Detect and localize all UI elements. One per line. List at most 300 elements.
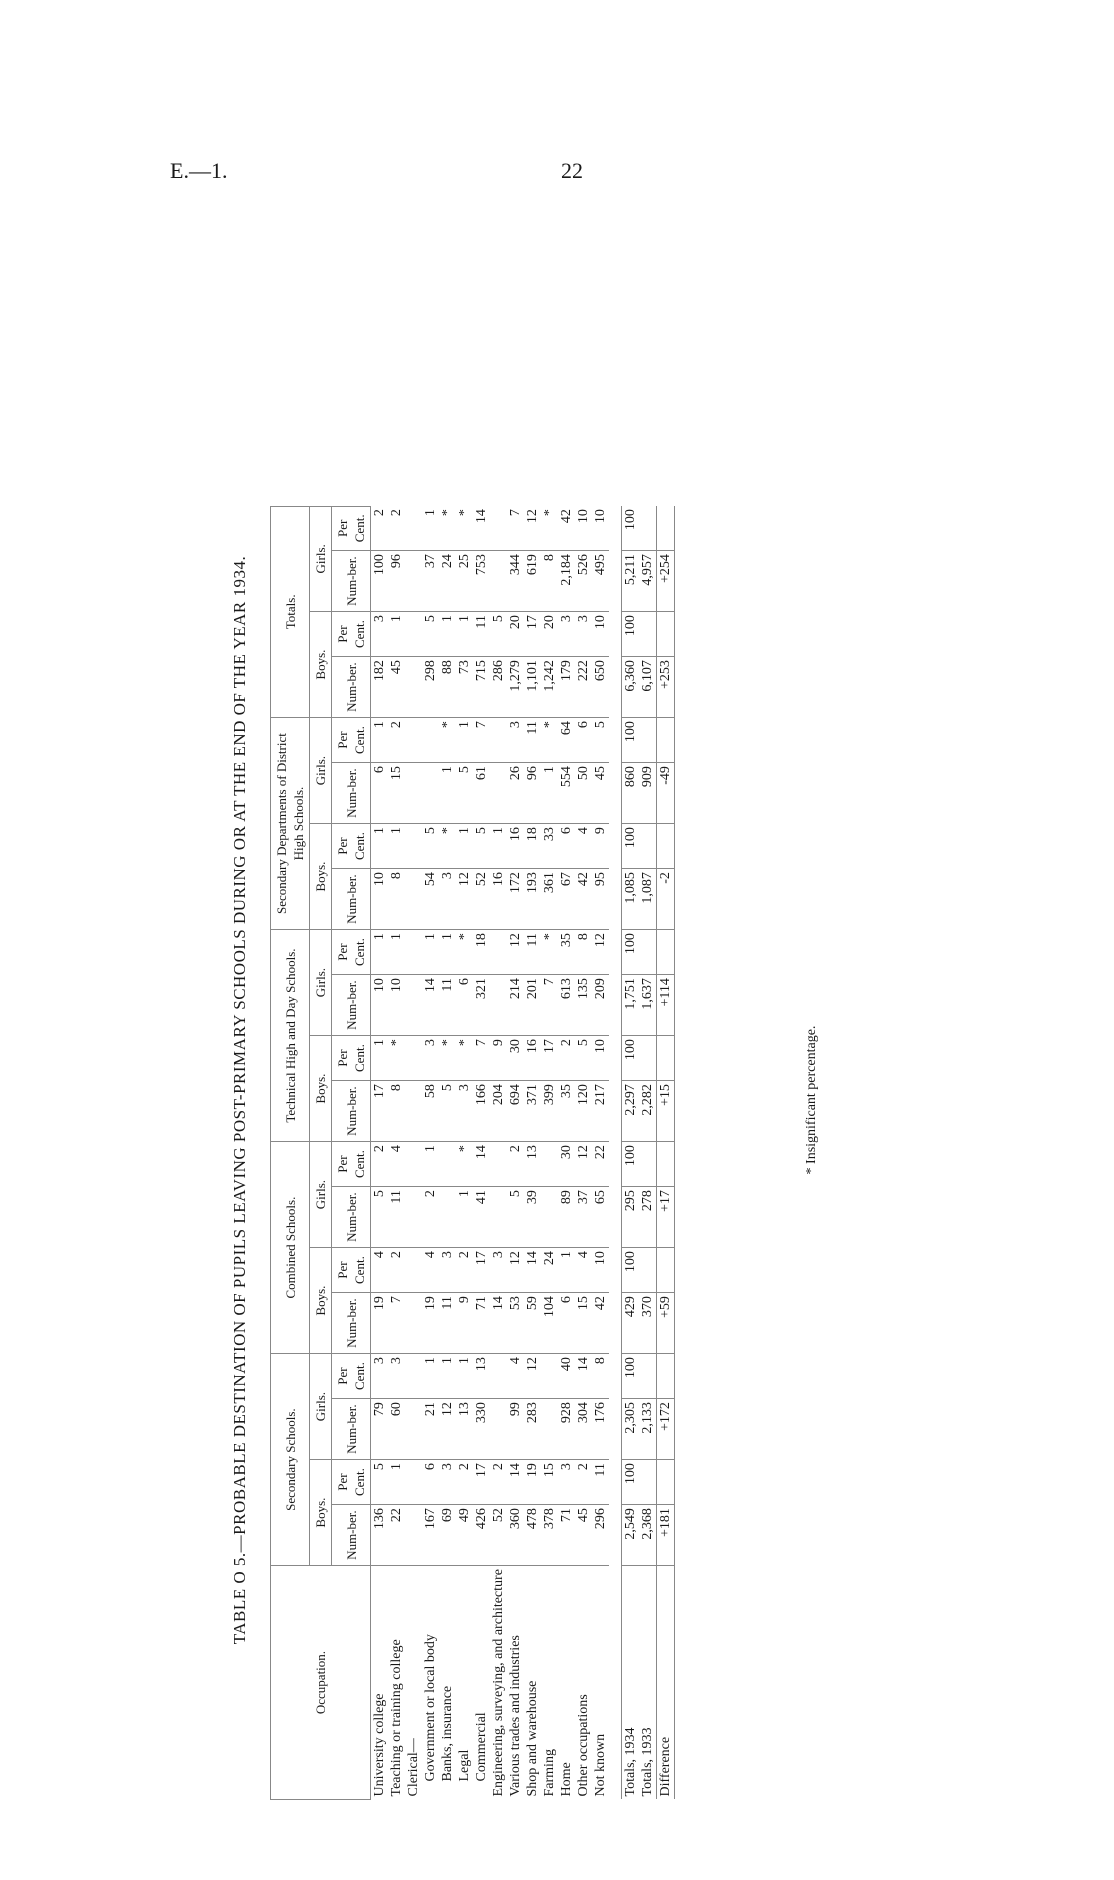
number-cell: 2,184 [558, 551, 575, 612]
number-cell: 49 [456, 1505, 473, 1566]
percent-cell: * [541, 718, 558, 763]
percent-cell [639, 1248, 657, 1293]
per-cent-header: Per Cent. [332, 1354, 371, 1399]
percent-cell [657, 612, 675, 657]
number-cell: 2,549 [622, 1505, 640, 1566]
number-cell: 14 [490, 1293, 507, 1354]
percent-cell [657, 1036, 675, 1081]
number-cell: 1 [439, 763, 456, 824]
percent-cell: 20 [507, 612, 524, 657]
table-row [405, 506, 422, 1799]
percent-cell [657, 718, 675, 763]
number-cell: 179 [558, 657, 575, 718]
percent-cell: 17 [541, 1036, 558, 1081]
number-cell: 909 [639, 763, 657, 824]
number-cell: 7 [541, 975, 558, 1036]
percent-cell [541, 1142, 558, 1187]
percent-cell: 16 [524, 1036, 541, 1081]
number-cell: 6 [456, 975, 473, 1036]
number-cell: +114 [657, 975, 675, 1036]
number-cell: 1,637 [639, 975, 657, 1036]
percent-cell [639, 1036, 657, 1081]
number-cell: 24 [439, 551, 456, 612]
number-cell: 715 [473, 657, 490, 718]
number-cell: 554 [558, 763, 575, 824]
percent-cell: 8 [575, 930, 592, 975]
number-cell: 1,279 [507, 657, 524, 718]
percent-cell: 18 [524, 824, 541, 869]
table-row [622, 506, 640, 1799]
percent-cell: 1 [558, 1248, 575, 1293]
percent-cell: 2 [456, 1248, 473, 1293]
number-cell: 361 [541, 869, 558, 930]
per-cent-header: Per Cent. [332, 930, 371, 975]
group-header: Technical High and Day Schools. [271, 930, 310, 1142]
percent-cell [405, 506, 422, 551]
number-header: Num-ber. [332, 657, 371, 718]
number-cell: 52 [490, 1505, 507, 1566]
percent-cell: * [456, 1036, 473, 1081]
percent-cell: 4 [388, 1142, 405, 1187]
percent-cell: 17 [473, 1248, 490, 1293]
percent-cell: 1 [456, 612, 473, 657]
number-cell: 2,133 [639, 1399, 657, 1460]
percent-cell: 1 [439, 930, 456, 975]
number-cell: 136 [371, 1505, 389, 1566]
number-cell: 54 [422, 869, 439, 930]
number-cell [405, 551, 422, 612]
percent-cell [639, 824, 657, 869]
percent-cell: 12 [507, 1248, 524, 1293]
number-cell: 304 [575, 1399, 592, 1460]
number-cell: 52 [473, 869, 490, 930]
percent-cell [657, 1354, 675, 1399]
percent-cell: 7 [473, 1036, 490, 1081]
boys-header: Boys. [310, 1460, 332, 1566]
occupation-cell: Other occupations [576, 1694, 591, 1797]
spacer-row [609, 506, 622, 1799]
number-cell: 12 [456, 869, 473, 930]
percent-cell: 13 [473, 1354, 490, 1399]
percent-cell: 2 [388, 718, 405, 763]
table-row [575, 506, 592, 1799]
percent-cell: 14 [524, 1248, 541, 1293]
percent-cell: 3 [388, 1354, 405, 1399]
number-cell: 8 [541, 551, 558, 612]
percent-cell [639, 506, 657, 551]
table-row [439, 506, 456, 1799]
percent-cell: 1 [456, 1354, 473, 1399]
percent-cell: 100 [622, 1036, 640, 1081]
percent-cell [657, 1248, 675, 1293]
number-cell: 1 [456, 1187, 473, 1248]
number-cell: 99 [507, 1399, 524, 1460]
percent-cell [639, 612, 657, 657]
percent-cell: 2 [371, 506, 389, 551]
number-cell: 182 [371, 657, 389, 718]
percent-cell [639, 1460, 657, 1505]
number-cell: 204 [490, 1081, 507, 1142]
number-cell: 59 [524, 1293, 541, 1354]
number-cell: 2,297 [622, 1081, 640, 1142]
occupation-cell: Farming [542, 1749, 557, 1797]
boys-header: Boys. [310, 1036, 332, 1142]
number-cell: 928 [558, 1399, 575, 1460]
percent-cell: 1 [388, 930, 405, 975]
number-cell: 95 [592, 869, 609, 930]
per-cent-header: Per Cent. [332, 1036, 371, 1081]
percent-cell: 1 [371, 718, 389, 763]
percent-cell: 12 [524, 506, 541, 551]
table-title: TABLE O 5.—PROBABLE DESTINATION OF PUPILS LEAVING POST-PRIMARY SCHOOLS DURING OR AT THE END OF THE YEAR 1934. [230, 555, 249, 1645]
number-cell: 37 [575, 1187, 592, 1248]
percent-cell: 1 [490, 824, 507, 869]
number-cell: 4,957 [639, 551, 657, 612]
per-cent-header: Per Cent. [332, 1142, 371, 1187]
percent-cell [405, 824, 422, 869]
number-cell: 89 [558, 1187, 575, 1248]
percent-cell: * [541, 506, 558, 551]
percent-cell: 1 [422, 1354, 439, 1399]
percent-cell: 1 [388, 612, 405, 657]
number-cell: 10 [371, 975, 389, 1036]
percent-cell: 14 [575, 1354, 592, 1399]
table-row [558, 506, 575, 1799]
number-cell: 73 [456, 657, 473, 718]
number-cell: 21 [422, 1399, 439, 1460]
number-cell: 6 [558, 1293, 575, 1354]
table-row [657, 506, 675, 1799]
percent-cell: * [456, 506, 473, 551]
percent-cell: 1 [422, 930, 439, 975]
number-cell [541, 1187, 558, 1248]
occupation-cell: Engineering, surveying, and architecture [491, 1569, 506, 1797]
per-cent-header: Per Cent. [332, 612, 371, 657]
number-cell: 11 [439, 975, 456, 1036]
number-cell: 9 [456, 1293, 473, 1354]
number-cell [405, 657, 422, 718]
percent-cell: 14 [473, 1142, 490, 1187]
number-cell: 35 [558, 1081, 575, 1142]
percent-cell: 2 [507, 1142, 524, 1187]
percent-cell [490, 930, 507, 975]
percent-cell [490, 718, 507, 763]
percent-cell: 16 [507, 824, 524, 869]
number-cell: 3 [439, 869, 456, 930]
boys-header: Boys. [310, 612, 332, 718]
percent-cell [405, 612, 422, 657]
number-cell: 2 [422, 1187, 439, 1248]
number-cell [405, 1293, 422, 1354]
percent-cell: 9 [592, 824, 609, 869]
percent-cell: 8 [592, 1354, 609, 1399]
percent-cell: 100 [622, 930, 640, 975]
percent-cell: 3 [490, 1248, 507, 1293]
number-header: Num-ber. [332, 1505, 371, 1566]
number-cell: +172 [657, 1399, 675, 1460]
percent-cell [639, 718, 657, 763]
percent-cell: 3 [507, 718, 524, 763]
percent-cell: 3 [422, 1036, 439, 1081]
percent-cell [490, 1142, 507, 1187]
percent-cell: 3 [371, 1354, 389, 1399]
number-cell: 45 [388, 657, 405, 718]
number-cell: 45 [575, 1505, 592, 1566]
percent-cell: 17 [524, 612, 541, 657]
number-cell: 193 [524, 869, 541, 930]
occupation-header: Occupation. [271, 1566, 371, 1800]
occupation-cell: Legal [457, 1749, 472, 1782]
percent-cell: 17 [473, 1460, 490, 1505]
occupation-cell: Commercial [474, 1712, 489, 1782]
number-cell: 19 [371, 1293, 389, 1354]
number-cell: 298 [422, 657, 439, 718]
number-cell [439, 1187, 456, 1248]
percent-cell: 30 [558, 1142, 575, 1187]
percent-cell: 12 [507, 930, 524, 975]
number-header: Num-ber. [332, 975, 371, 1036]
percent-cell: 35 [558, 930, 575, 975]
group-header: Combined Schools. [271, 1142, 310, 1354]
occupation-cell: Banks, insurance [440, 1685, 455, 1782]
number-cell: 26 [507, 763, 524, 824]
percent-cell: 14 [507, 1460, 524, 1505]
number-cell: 371 [524, 1081, 541, 1142]
percent-cell: 11 [524, 718, 541, 763]
percent-cell: * [541, 930, 558, 975]
percent-cell [639, 930, 657, 975]
boys-header: Boys. [310, 1248, 332, 1354]
number-cell: 5 [507, 1187, 524, 1248]
number-cell: 429 [622, 1293, 640, 1354]
number-cell: 71 [558, 1505, 575, 1566]
number-header: Num-ber. [332, 551, 371, 612]
percent-cell [639, 1354, 657, 1399]
percent-cell: 1 [456, 718, 473, 763]
number-cell: 222 [575, 657, 592, 718]
percent-cell [405, 1036, 422, 1081]
percent-cell: 18 [473, 930, 490, 975]
percent-cell [657, 824, 675, 869]
number-cell: 278 [639, 1187, 657, 1248]
number-cell: 1,085 [622, 869, 640, 930]
percent-cell: * [439, 506, 456, 551]
number-cell: 201 [524, 975, 541, 1036]
number-cell: 209 [592, 975, 609, 1036]
number-cell: 619 [524, 551, 541, 612]
table-row [490, 506, 507, 1799]
number-header: Num-ber. [332, 1187, 371, 1248]
percent-cell [405, 930, 422, 975]
number-cell: 167 [422, 1505, 439, 1566]
number-cell [405, 1505, 422, 1566]
percent-cell: 100 [622, 1142, 640, 1187]
number-cell: 65 [592, 1187, 609, 1248]
number-cell: 42 [575, 869, 592, 930]
number-cell: 1,087 [639, 869, 657, 930]
percent-cell: 10 [592, 1036, 609, 1081]
percent-cell: 3 [371, 612, 389, 657]
table-row [639, 506, 657, 1799]
number-cell: 360 [507, 1505, 524, 1566]
percent-cell: 2 [575, 1460, 592, 1505]
table-row [592, 506, 609, 1799]
number-cell: 5 [456, 763, 473, 824]
percent-cell: 100 [622, 506, 640, 551]
percent-cell: 5 [592, 718, 609, 763]
table-row [371, 506, 389, 1799]
percent-cell: 10 [592, 1248, 609, 1293]
percent-cell: * [388, 1036, 405, 1081]
number-header: Num-ber. [332, 1293, 371, 1354]
number-cell: 12 [439, 1399, 456, 1460]
number-cell: 15 [388, 763, 405, 824]
percent-cell: * [439, 1036, 456, 1081]
number-cell: 166 [473, 1081, 490, 1142]
percent-cell: 24 [541, 1248, 558, 1293]
number-cell: 5 [371, 1187, 389, 1248]
number-cell: 176 [592, 1399, 609, 1460]
percent-cell [639, 1142, 657, 1187]
percent-cell: 2 [371, 1142, 389, 1187]
occupation-cell: Shop and warehouse [525, 1680, 540, 1797]
percent-cell: * [456, 1142, 473, 1187]
number-cell: 79 [371, 1399, 389, 1460]
percent-cell: 1 [371, 1036, 389, 1081]
rotated-table-area [230, 350, 840, 1850]
percent-cell [657, 506, 675, 551]
number-cell: 860 [622, 763, 640, 824]
number-cell [405, 1399, 422, 1460]
number-cell: 120 [575, 1081, 592, 1142]
number-cell: -49 [657, 763, 675, 824]
table-row [507, 506, 524, 1799]
percent-cell [490, 1354, 507, 1399]
percent-cell [405, 1354, 422, 1399]
percent-cell: 33 [541, 824, 558, 869]
percent-cell: 3 [439, 1248, 456, 1293]
number-cell: 344 [507, 551, 524, 612]
number-header: Num-ber. [332, 1399, 371, 1460]
number-cell: 67 [558, 869, 575, 930]
percent-cell: 42 [558, 506, 575, 551]
number-cell: +254 [657, 551, 675, 612]
number-cell: +17 [657, 1187, 675, 1248]
percent-cell: 4 [422, 1248, 439, 1293]
percent-cell [405, 1460, 422, 1505]
number-cell: 283 [524, 1399, 541, 1460]
group-header: Secondary Schools. [271, 1354, 310, 1566]
percent-cell: 11 [592, 1460, 609, 1505]
number-header: Num-ber. [332, 763, 371, 824]
percent-cell: 12 [575, 1142, 592, 1187]
percent-cell: 14 [473, 506, 490, 551]
number-cell: 37 [422, 551, 439, 612]
number-cell: 6,107 [639, 657, 657, 718]
percent-cell: 2 [388, 506, 405, 551]
number-cell: 71 [473, 1293, 490, 1354]
number-cell: 15 [575, 1293, 592, 1354]
occupation-cell: Totals, 1933 [640, 1727, 655, 1797]
percent-cell: 40 [558, 1354, 575, 1399]
number-cell: 17 [371, 1081, 389, 1142]
number-cell: 286 [490, 657, 507, 718]
occupation-cell: Not known [593, 1733, 608, 1797]
number-cell: 295 [622, 1187, 640, 1248]
page-code: E.—1. [170, 158, 228, 183]
percent-cell: 1 [388, 824, 405, 869]
number-cell: 96 [524, 763, 541, 824]
percent-cell: 6 [422, 1460, 439, 1505]
number-cell: 135 [575, 975, 592, 1036]
number-cell [422, 763, 439, 824]
page-number: 22 [561, 158, 583, 183]
number-cell: 214 [507, 975, 524, 1036]
number-cell: 3 [456, 1081, 473, 1142]
occupation-cell: Difference [657, 1566, 675, 1800]
occupation-cell: Various trades and industries [508, 1635, 523, 1797]
number-cell: 526 [575, 551, 592, 612]
table-row [473, 506, 490, 1799]
number-cell: 2,282 [639, 1081, 657, 1142]
number-cell: 321 [473, 975, 490, 1036]
percent-cell: * [456, 930, 473, 975]
number-cell: 96 [388, 551, 405, 612]
percent-cell [490, 506, 507, 551]
number-cell [490, 975, 507, 1036]
percent-cell: 100 [622, 1248, 640, 1293]
percent-cell: 4 [371, 1248, 389, 1293]
percent-cell: 1 [388, 1460, 405, 1505]
footnote: * Insignificant percentage. [804, 1025, 819, 1175]
number-cell: +15 [657, 1081, 675, 1142]
number-cell: 399 [541, 1081, 558, 1142]
occupation-cell: University college [372, 1693, 387, 1797]
percent-cell: 1 [439, 1354, 456, 1399]
number-cell: 41 [473, 1187, 490, 1248]
percent-cell: 100 [622, 612, 640, 657]
percent-cell: 12 [524, 1354, 541, 1399]
percent-cell: 10 [592, 612, 609, 657]
percent-cell: 3 [558, 612, 575, 657]
number-cell: 8 [388, 1081, 405, 1142]
number-cell: 495 [592, 551, 609, 612]
per-cent-header: Per Cent. [332, 824, 371, 869]
number-cell: 478 [524, 1505, 541, 1566]
group-header: Secondary Departments of District High Schools. [271, 718, 310, 930]
number-cell: 10 [371, 869, 389, 930]
occupation-cell: Clerical— [406, 1738, 421, 1797]
percent-cell: 7 [507, 506, 524, 551]
group-header: Totals. [271, 506, 310, 718]
percent-cell: 7 [473, 718, 490, 763]
percent-cell: 1 [371, 824, 389, 869]
number-cell: 14 [422, 975, 439, 1036]
number-cell: 426 [473, 1505, 490, 1566]
percent-cell: 2 [490, 1460, 507, 1505]
percent-cell: 15 [541, 1460, 558, 1505]
percent-cell: 1 [439, 612, 456, 657]
number-cell: 42 [592, 1293, 609, 1354]
number-cell: 60 [388, 1399, 405, 1460]
number-cell: 19 [422, 1293, 439, 1354]
number-cell: 1,751 [622, 975, 640, 1036]
number-cell: 650 [592, 657, 609, 718]
number-cell [405, 1081, 422, 1142]
number-cell: 58 [422, 1081, 439, 1142]
number-cell: 172 [507, 869, 524, 930]
number-cell: 10 [388, 975, 405, 1036]
